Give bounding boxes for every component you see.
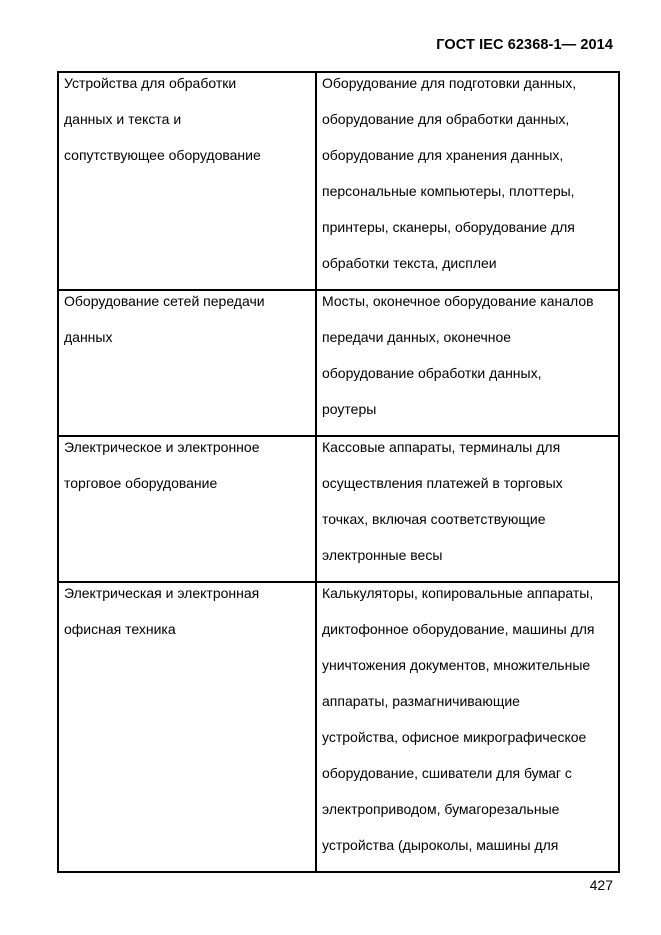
table-row [58,582,619,872]
cell-text-line: Оборудование сетей передачи [64,293,265,309]
cell-text-line: Оборудование для подготовки данных, [322,75,577,91]
cell-text-line: роутеры [322,401,377,417]
table-cell-examples [316,72,619,290]
cell-text-line: электронные весы [322,547,443,563]
cell-text-line: точках, включая соответствующие [322,511,546,527]
equipment-table [57,71,620,873]
cell-text-line: передачи данных, оконечное [322,329,512,345]
table-cell-category [58,72,316,290]
document-header: ГОСТ IEC 62368-1— 2014 [436,37,613,53]
table-cell-category [58,436,316,582]
cell-text-line: диктофонное оборудование, машины для [322,621,595,637]
table-row [58,72,619,290]
cell-text-line: Кассовые аппараты, терминалы для [322,439,561,455]
table-cell-examples [316,290,619,436]
cell-text-line: принтеры, сканеры, оборудование для [322,219,575,235]
table-row [58,290,619,436]
cell-text-line: аппараты, размагничивающие [322,693,520,709]
cell-text-line: осуществления платежей в торговых [322,475,563,491]
cell-text-line: оборудование для обработки данных, [322,111,570,127]
cell-text-line: устройства (дыроколы, машины для [322,837,559,853]
cell-text-line: Устройства для обработки [64,75,237,91]
cell-text-line: данных и текста и [64,111,182,127]
cell-text-line: Калькуляторы, копировальные аппараты, [322,585,594,601]
cell-text-line: Электрическое и электронное [64,439,260,455]
table-cell-examples [316,582,619,872]
table-row [58,436,619,582]
table-cell-category [58,290,316,436]
cell-text-line: офисная техника [64,621,176,637]
table-cell-category [58,582,316,872]
table-cell-examples [316,436,619,582]
cell-text-line: персональные компьютеры, плоттеры, [322,183,575,199]
cell-text-line: Мосты, оконечное оборудование каналов [322,293,594,309]
cell-text-line: торговое оборудование [64,475,218,491]
cell-text-line: устройства, офисное микрографическое [322,729,587,745]
cell-text-line: уничтожения документов, множительные [322,657,591,673]
cell-text-line: оборудование обработки данных, [322,365,542,381]
cell-text-line: Электрическая и электронная [64,585,260,601]
cell-text-line: электроприводом, бумагорезальные [322,801,560,817]
cell-text-line: сопутствующее оборудование [64,147,261,163]
cell-text-line: оборудование, сшиватели для бумаг с [322,765,572,781]
cell-text-line: оборудование для хранения данных, [322,147,564,163]
page-number: 427 [589,877,613,893]
cell-text-line: данных [64,329,113,345]
cell-text-line: обработки текста, дисплеи [322,255,497,271]
